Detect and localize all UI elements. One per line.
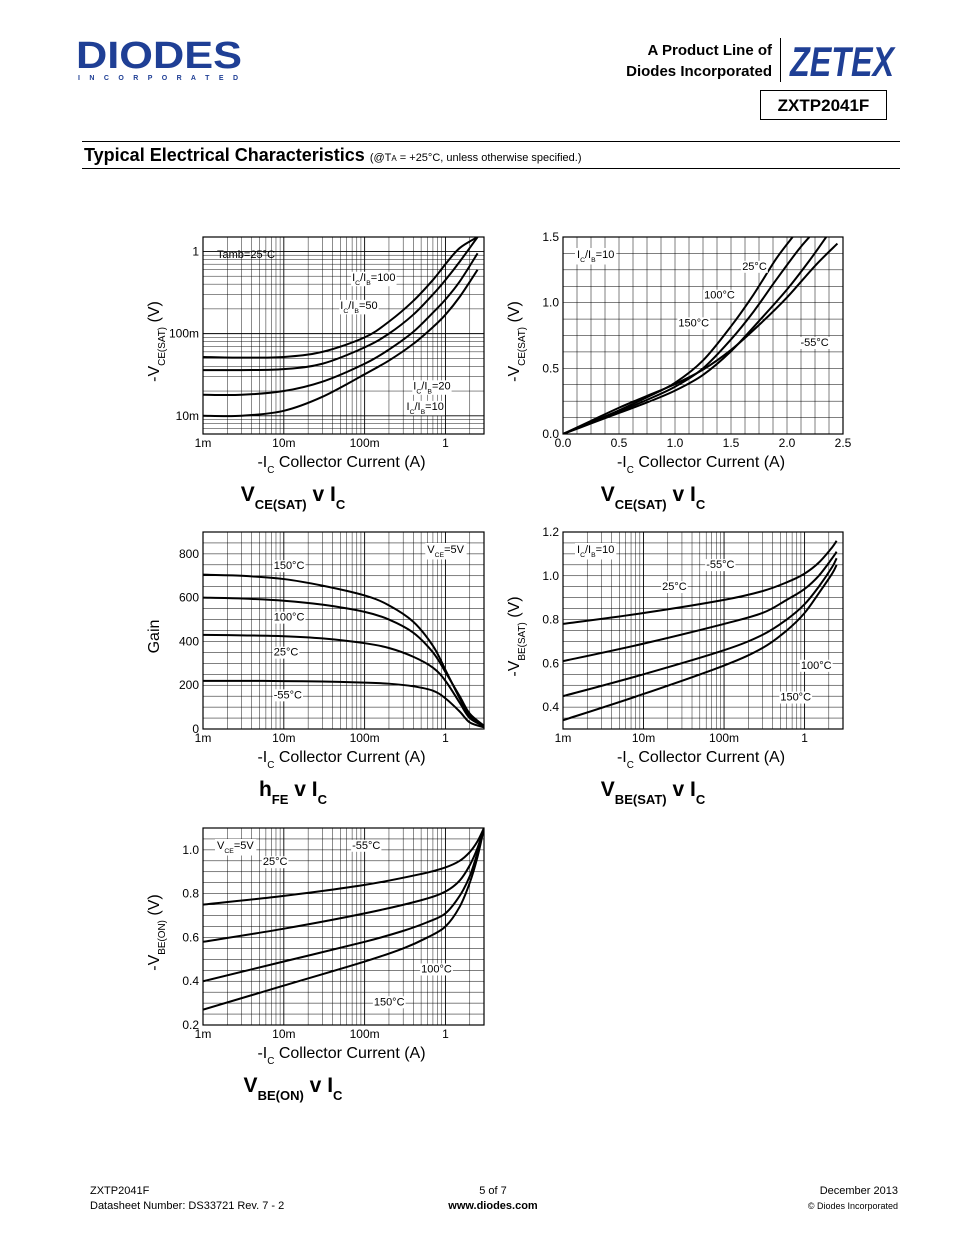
y-tick-label: 1 [192,244,199,259]
x-axis-label: $-I_C$ Collector Current (A) [616,749,786,771]
y-axis-label: $-V_{CE(SAT)}$ (V) [146,301,168,382]
y-tick-label: 10m [175,408,199,423]
x-tick-label: 0.5 [610,436,628,450]
y-tick-label: 800 [178,546,199,561]
y-tick-label: 0.5 [542,361,559,376]
product-line-2: Diodes Incorporated [626,63,772,80]
y-tick-label: 0.8 [542,612,559,627]
curve-label: 25°C [262,856,288,869]
chart-vcesat_log [146,237,484,512]
section-title-text: Typical Electrical Characteristics [84,145,365,165]
product-line-1: A Product Line of [647,42,772,59]
curve-label: -55°C [800,337,829,350]
footer-datasheet: Datasheet Number: DS33721 Rev. 7 - 2 [90,1200,285,1212]
zetex-logo-wordmark: ZETEX [789,38,897,85]
curve-label: 150°C [780,691,812,704]
x-tick-label: 1.5 [722,436,740,450]
y-tick-label: 0.4 [182,974,199,989]
footer-left [90,1184,284,1214]
y-tick-label: 0.2 [182,1018,199,1032]
curve-label: 100°C [421,963,452,976]
y-tick-label: 1.0 [182,842,199,857]
x-tick-label: 100m [349,436,380,450]
y-tick-label: 600 [178,590,199,605]
x-tick-label: 1m [194,436,212,450]
x-axis-label: $-I_C$ Collector Current (A) [257,454,426,476]
footer-right [808,1184,898,1214]
x-tick-label: 1m [194,1027,212,1041]
footer-center [400,1184,586,1214]
condition-label: $V_{CE}=5V$ [217,840,254,855]
chart-vbeon [146,828,484,1103]
x-tick-label: 1m [554,731,572,745]
curve-label: -55°C [352,839,381,852]
curve-label: $I_C/I_B=100$ [352,271,396,287]
y-tick-label: 0 [192,722,199,736]
curve-label: 100°C [800,659,832,672]
curve-label: 150°C [678,317,710,330]
curve-label: 25°C [742,260,767,273]
y-tick-label: 1.2 [542,525,559,539]
curve-label: 25°C [662,581,687,594]
x-tick-label: 10m [272,1027,296,1041]
x-tick-label: 10m [631,731,656,745]
chart-caption: $V_{BE(ON)}$ v $I_C$ [243,1074,343,1103]
x-tick-label: 1 [442,731,449,745]
y-axis-label: $-V_{BE(ON)}$ (V) [146,894,168,971]
part-number-box: ZXTP2041F [760,90,887,120]
x-tick-label: 10m [272,436,296,450]
x-tick-label: 1.0 [666,436,684,450]
grid-hfe [203,532,484,729]
x-tick-label: 0.0 [554,436,572,450]
footer-date: December 2013 [819,1185,898,1197]
y-tick-label: 200 [178,678,199,693]
y-tick-label: 0.8 [182,886,199,901]
curve-label: 150°C [373,996,405,1009]
y-tick-label: 0.0 [542,427,559,441]
chart-caption: $h_{FE}$ v $I_C$ [258,778,328,807]
y-tick-label: 400 [178,634,199,649]
y-tick-label: 1.0 [542,295,559,310]
x-tick-label: 1 [442,1027,449,1041]
curve-label: $I_C/I_B=50$ [340,299,378,315]
chart-vcesat_lin [506,230,852,512]
diodes-logo-subtitle: I N C O R P O R A T E D [78,75,238,82]
curve-label: 100°C [704,289,735,302]
footer-copyright: © Diodes Incorporated [807,1201,898,1211]
x-tick-label: 1 [801,731,808,745]
x-tick-label: 1m [194,731,212,745]
diodes-logo-wordmark: DIODES [76,35,242,77]
series-line--55-c [563,244,837,434]
grid-vcesat_lin [563,237,843,434]
curve-label: -55°C [706,559,735,572]
y-tick-label: 1.5 [542,230,559,244]
condition-label: $I_C/I_B=10$ [577,544,615,559]
x-tick-label: 2.5 [834,436,852,450]
x-axis-label: $-I_C$ Collector Current (A) [257,1045,426,1067]
x-tick-label: 2.0 [778,436,796,450]
x-tick-label: 100m [709,731,740,745]
curve-label: $I_C/I_B=20$ [413,380,451,395]
curve-label: 150°C [273,560,305,573]
footer-part: ZXTP2041F [90,1185,150,1197]
curve-label: $I_C/I_B=10$ [406,400,444,416]
x-tick-label: 10m [272,731,296,745]
chart-hfe [146,532,484,807]
y-tick-label: 0.6 [182,930,199,945]
y-axis-label: $-V_{BE(SAT)}$ (V) [506,596,528,677]
x-axis-label: $-I_C$ Collector Current (A) [257,749,426,771]
curve-label: -55°C [273,689,302,702]
curve-label: 100°C [273,611,305,624]
x-tick-label: 100m [349,731,380,745]
section-conditions: (@TA = +25°C, unless otherwise specified.) [369,152,582,164]
grid-vbeon [203,828,484,1025]
y-tick-label: 0.6 [542,656,559,671]
x-axis-label: $-I_C$ Collector Current (A) [616,454,786,476]
y-axis-label: Gain [146,619,163,654]
condition-label: $V_{CE}=5V$ [427,544,464,559]
chart-vbesat [506,525,843,807]
footer-website[interactable]: www.diodes.com [448,1200,538,1212]
y-tick-label: 1.0 [542,568,559,583]
x-tick-label: 1 [442,436,449,450]
condition-label: $I_C/I_B=10$ [577,249,615,264]
y-tick-label: 0.4 [542,700,559,715]
y-tick-label: 100m [168,326,199,341]
y-axis-label: $-V_{CE(SAT)}$ (V) [506,301,528,382]
condition-label: Tamb=25°C [217,249,275,261]
chart-caption: $V_{CE(SAT)}$ v $I_C$ [600,483,706,512]
chart-caption: $V_{CE(SAT)}$ v $I_C$ [240,483,346,512]
footer-page: 5 of 7 [479,1185,507,1197]
x-tick-label: 100m [349,1027,380,1041]
chart-caption: $V_{BE(SAT)}$ v $I_C$ [600,778,706,807]
curve-label: 25°C [273,646,299,659]
